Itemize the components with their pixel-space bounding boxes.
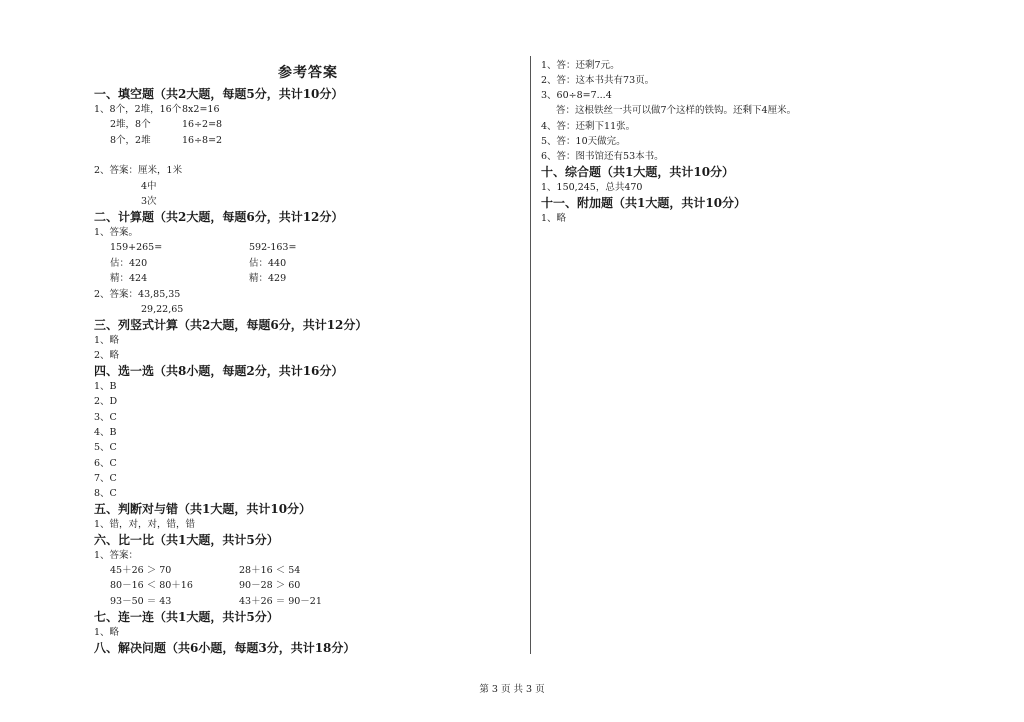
answer-line: 1、150,245，总共470 [541,182,643,193]
answer-line: 1、略 [541,213,567,224]
section-header-multiple-choice: 四、选一选（共8小题，每题2分，共计16分） [94,364,344,378]
answer-line: 2堆，8个 [110,119,151,130]
answer-line: 29,22,65 [141,304,184,315]
answer-line: 8、C [94,488,117,499]
answer-line: 45＋26 ＞ 70 [110,565,172,576]
section-header-word-problems: 八、解决问题（共6小题，每题3分，共计18分） [94,641,356,655]
answer-line: 1、答：还剩7元。 [541,60,620,71]
answer-line: 7、C [94,473,117,484]
section-header-matching: 七、连一连（共1大题，共计5分） [94,610,279,624]
answer-line: 精：424 [110,273,148,284]
section-header-compare: 六、比一比（共1大题，共计5分） [94,533,279,547]
answer-line: 8x2=16 [182,104,220,115]
answer-line: 2、略 [94,350,120,361]
answer-line: 精：429 [249,273,287,284]
answer-line: 1、8个，2堆，16个 [94,104,182,115]
answer-line: 5、答：10天做完。 [541,136,626,147]
answer-line: 1、答案： [94,550,139,561]
answer-line: 2、答案：43,85,35 [94,289,181,300]
section-header-true-false: 五、判断对与错（共1大题，共计10分） [94,502,312,516]
answer-line: 80－16 ＜ 80＋16 [110,580,193,591]
answer-line: 3、C [94,412,117,423]
answer-line: 2、答案：厘米，1米 [94,165,183,176]
answer-line: 4、B [94,427,117,438]
answer-line: 4中 [141,181,157,192]
section-header-comprehensive: 十、综合题（共1大题，共计10分） [541,165,735,179]
answer-line: 8个，2堆 [110,135,151,146]
answer-line: 4、答：还剩下11张。 [541,121,636,132]
section-header-calculation: 二、计算题（共2大题，每题6分，共计12分） [94,210,344,224]
section-header-vertical-calc: 三、列竖式计算（共2大题，每题6分，共计12分） [94,318,368,332]
answer-line: 6、答：图书馆还有53本书。 [541,151,664,162]
answer-line: 6、C [94,458,117,469]
answer-line: 1、B [94,381,117,392]
answer-line: 2、D [94,396,118,407]
answer-line: 估：420 [110,258,148,269]
answer-line: 1、略 [94,335,120,346]
answer-line: 1、答案。 [94,227,139,238]
answer-line: 2、答：这本书共有73页。 [541,75,655,86]
section-header-fill-blank: 一、填空题（共2大题，每题5分，共计10分） [94,87,344,101]
answer-line: 43＋26 ＝ 90－21 [239,596,322,607]
answer-line: 估：440 [249,258,287,269]
answer-line: 1、略 [94,627,120,638]
answer-line: 16÷8=2 [182,135,223,146]
answer-line: 93－50 ＝ 43 [110,596,172,607]
answer-line: 3次 [141,196,157,207]
answer-line: 90－28 ＞ 60 [239,580,301,591]
section-header-bonus: 十一、附加题（共1大题，共计10分） [541,196,747,210]
answer-line: 592-163= [249,242,297,253]
answer-line: 1、错，对，对，错，错 [94,519,196,530]
answer-line: 28＋16 ＜ 54 [239,565,301,576]
answer-line: 答：这根铁丝一共可以做7个这样的铁钩。还剩下4厘米。 [556,105,797,116]
answer-line: 5、C [94,442,117,453]
answer-line: 3、60÷8=7...4 [541,90,612,101]
page-footer: 第 3 页 共 3 页 [479,684,545,695]
page-title: 参考答案 [278,65,338,81]
answer-line: 159+265= [110,242,163,253]
column-divider [530,56,531,654]
answer-line: 16÷2=8 [182,119,223,130]
